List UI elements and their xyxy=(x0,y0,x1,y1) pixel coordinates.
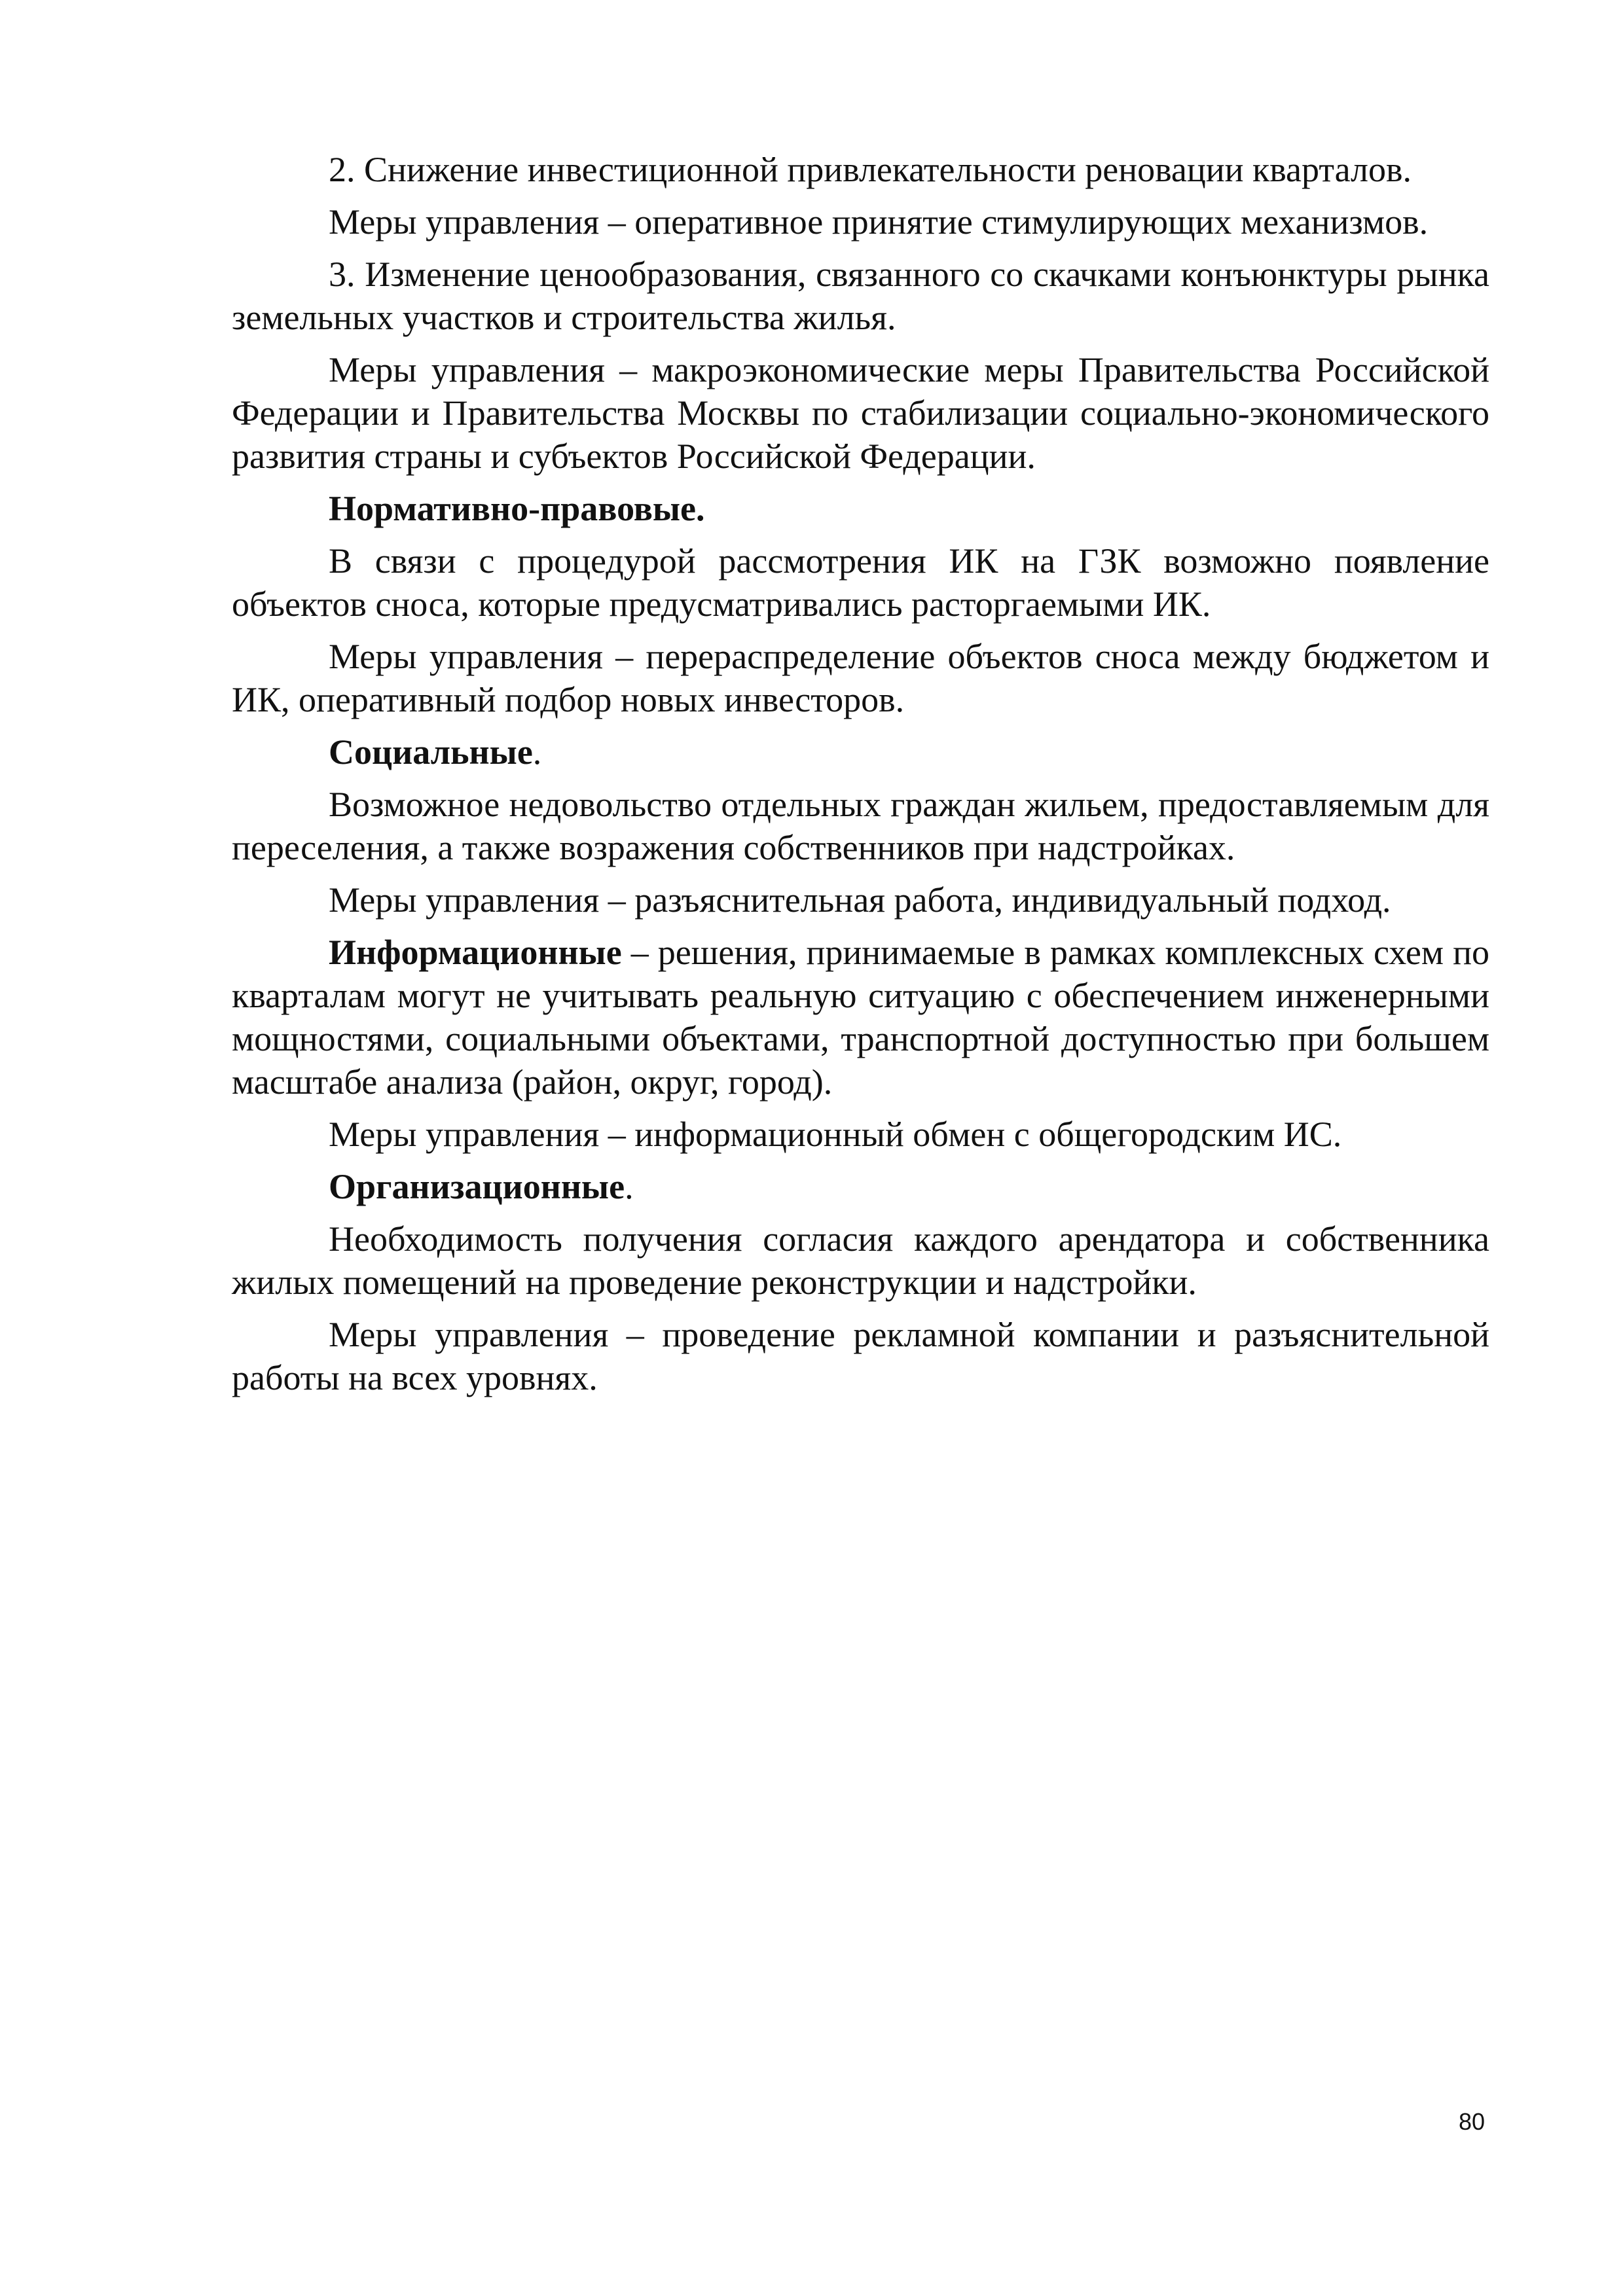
heading-social xyxy=(232,730,1489,774)
heading-regulatory: Нормативно-правовые. xyxy=(329,489,705,528)
paragraph-measures-3: Меры управления – макроэкономические меры Правительства Российской Федерации и Правительства Москвы по стабилизации социально-экономического развития страны и субъектов Российской Федерации. xyxy=(232,350,1489,476)
heading-social-text: Социальные xyxy=(329,732,533,772)
page-number: 80 xyxy=(1459,2108,1486,2135)
paragraph-measures-2: Меры управления – оперативное принятие стимулирующих механизмов. xyxy=(329,202,1429,242)
paragraph-social-measures: Меры управления – разъяснительная работа, индивидуальный подход. xyxy=(329,880,1391,920)
heading-organizational xyxy=(232,1165,1489,1208)
paragraph-regulatory-risk: В связи с процедурой рассмотрения ИК на ГЗК возможно появление объектов сноса, которые предусматривались расторгаемыми ИК. xyxy=(232,541,1489,624)
heading-organizational-dot: . xyxy=(625,1167,634,1206)
heading-information: Информационные xyxy=(329,933,622,972)
paragraph-social-risk: Возможное недовольство отдельных граждан жильем, предоставляемым для переселения, а также возражения собственников при надстройках. xyxy=(232,785,1489,867)
paragraph-risk-2: 2. Снижение инвестиционной привлекательности реновации кварталов. xyxy=(329,150,1412,189)
heading-organizational-text: Организационные xyxy=(329,1167,625,1206)
paragraph-regulatory-measures: Меры управления – перераспределение объектов сноса между бюджетом и ИК, оперативный подбор новых инвесторов. xyxy=(232,637,1489,719)
document-body xyxy=(232,148,1489,1408)
paragraph-information-measures: Меры управления – информационный обмен с общегородским ИС. xyxy=(329,1115,1342,1154)
heading-social-dot: . xyxy=(532,732,542,772)
paragraph-information-text: – решения, принимаемые в рамках комплексных схем по кварталам могут не учитывать реальную ситуацию с обеспечением инженерными мощностями, социальными объектами, транспортной доступностью при большем масштабе анализа (район, округ, город). xyxy=(232,933,1489,1102)
paragraph-risk-3: 3. Изменение ценообразования, связанного со скачками конъюнктуры рынка земельных участков и строительства жилья. xyxy=(232,255,1489,337)
paragraph-information-risk xyxy=(232,931,1489,1103)
paragraph-organizational-risk: Необходимость получения согласия каждого арендатора и собственника жилых помещений на проведение реконструкции и надстройки. xyxy=(232,1219,1489,1302)
paragraph-organizational-measures: Меры управления – проведение рекламной компании и разъяснительной работы на всех уровнях. xyxy=(232,1315,1489,1397)
